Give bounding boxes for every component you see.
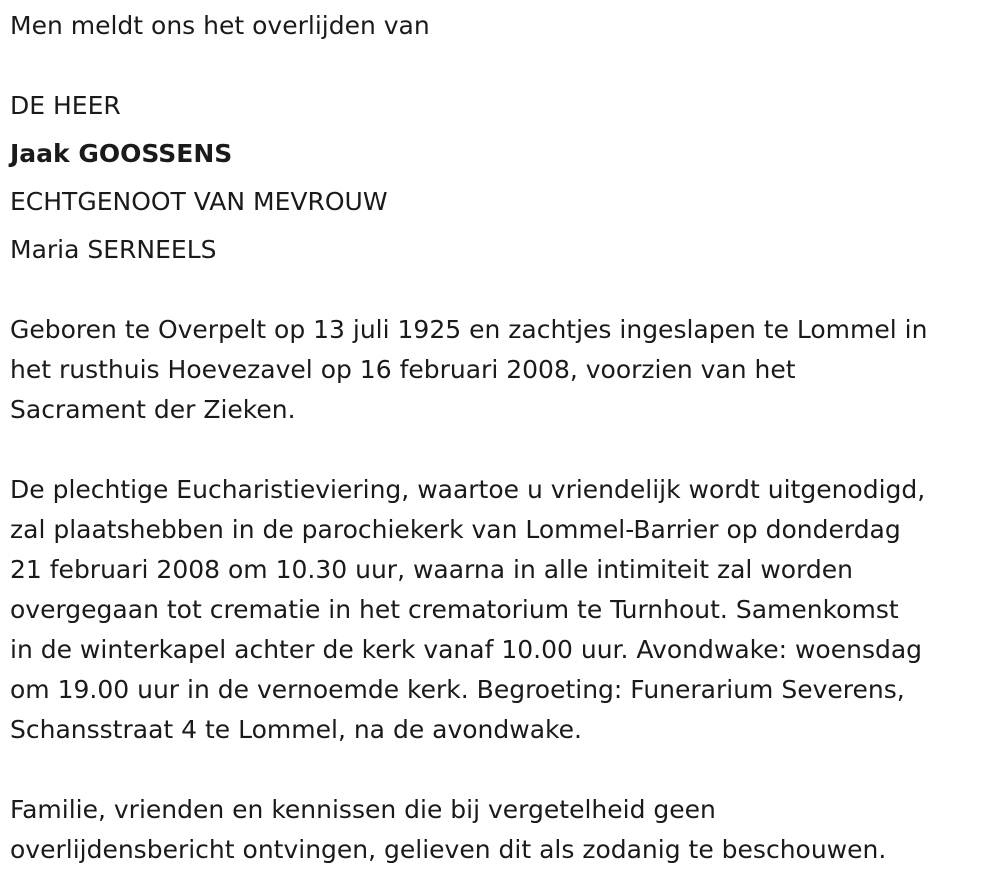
ceremony-line: overgegaan tot crematie in het crematorium te Turnhout. Samenkomst [10, 595, 899, 624]
closing-line: Familie, vrienden en kennissen die bij vergetelheid geen [10, 795, 716, 824]
title-line: DE HEER [10, 91, 121, 120]
birth-death-line: Geboren te Overpelt op 13 juli 1925 en zachtjes ingeslapen te Lommel in [10, 315, 928, 344]
birth-death-line: Sacrament der Zieken. [10, 395, 296, 424]
birth-death-line: het rusthuis Hoevezavel op 16 februari 2008, voorzien van het [10, 355, 796, 384]
spouse-title: ECHTGENOOT VAN MEVROUW [10, 187, 388, 216]
ceremony-line: Schansstraat 4 te Lommel, na de avondwake. [10, 715, 582, 744]
closing-line: overlijdensbericht ontvingen, gelieven dit als zodanig te beschouwen. [10, 835, 887, 864]
ceremony-line: om 19.00 uur in de vernoemde kerk. Begroeting: Funerarium Severens, [10, 675, 905, 704]
ceremony-line: De plechtige Eucharistieviering, waartoe u vriendelijk wordt uitgenodigd, [10, 475, 926, 504]
spouse-name: Maria SERNEELS [10, 235, 217, 264]
ceremony-line: zal plaatshebben in de parochiekerk van Lommel-Barrier op donderdag [10, 515, 901, 544]
ceremony-line: in de winterkapel achter de kerk vanaf 10.00 uur. Avondwake: woensdag [10, 635, 923, 664]
ceremony-line: 21 februari 2008 om 10.30 uur, waarna in alle intimiteit zal worden [10, 555, 854, 584]
deceased-name: Jaak GOOSSENS [10, 139, 233, 168]
intro-text: Men meldt ons het overlijden van [10, 11, 430, 40]
